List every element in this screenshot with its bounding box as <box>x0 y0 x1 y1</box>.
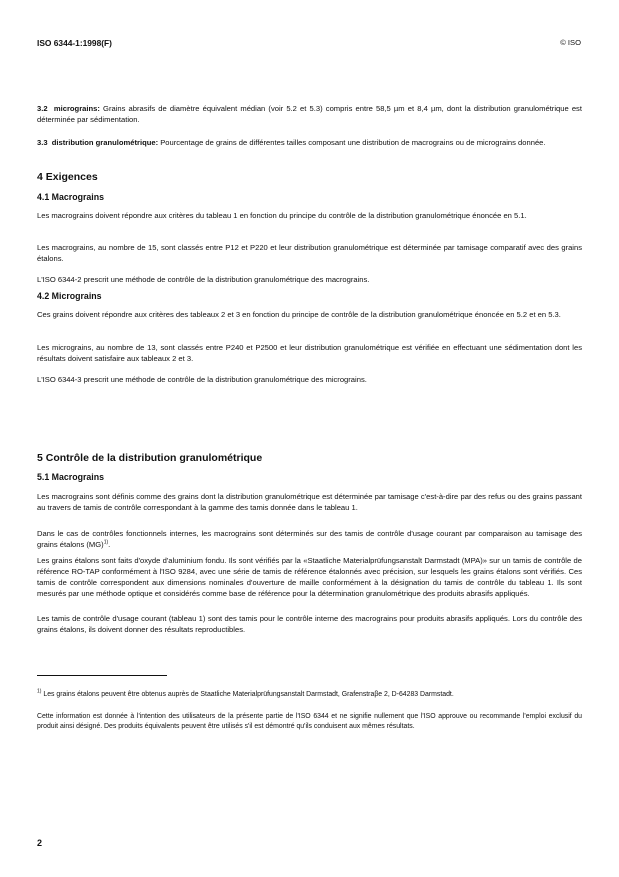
paragraph: Les macrograins doivent répondre aux critères du tableau 1 en fonction du principe du contrôle de la distribution granulométrique énoncée en 5.1. <box>37 211 527 220</box>
footnote-mark: 1) <box>37 688 42 695</box>
def-term: distribution granulométrique: <box>51 138 159 147</box>
section-4-1-heading: 4.1 Macrograins <box>37 192 104 202</box>
def-term: micrograins: <box>53 104 100 113</box>
footnote <box>37 690 582 700</box>
document-id: ISO 6344-1:1998(F) <box>37 38 112 48</box>
paragraph: Les micrograins, au nombre de 13, sont classés entre P240 et P2500 et leur distribution granulométrique est vérifiée en effectuant une sédimentation dont les résultats doivent satisfaire aux tableaux 2 et 3. <box>37 343 582 363</box>
def-num: 3.2 <box>37 104 48 113</box>
paragraph <box>37 529 582 551</box>
def-text: Grains abrasifs de diamètre équivalent médian (voir 5.2 et 5.3) compris entre 58,5 µm et 8,4 µm, dont la distribution granulométrique est déterminée par sédimentation. <box>37 104 582 124</box>
paragraph: Les macrograins, au nombre de 15, sont classés entre P12 et P220 et leur distribution granulométrique est déterminée par tamisage comparatif avec des grains étalons. <box>37 243 582 263</box>
def-num: 3.3 <box>37 138 48 147</box>
paragraph: Les grains étalons sont faits d'oxyde d'aluminium fondu. Ils sont vérifiés par la «Staatliche Materialprüfungsanstalt Darmstadt (MPA)» sur un tamis de contrôle de référence RO-TAP conformément à l'ISO 9284, avec une série de tamis de référence étalonnés avec précision, sur lesquels les grains étalons sont vérifiés. Ces tamis de contrôle correspondent aux dimensions nominales d'ouverture de maille conformément à la désignation du tamis de contrôle du tableau 1. Ils sont mesurés par une méthode optique et considérés comme base de référence pour la détermination granulométrique des produits abrasifs appliqués. <box>37 556 582 598</box>
def-text: Pourcentage de grains de différentes tailles composant une distribution de macrograins ou de micrograins donnée. <box>160 138 546 147</box>
paragraph-text: Dans le cas de contrôles fonctionnels internes, les macrograins sont déterminés sur des tamis de contrôle d'usage courant par comparaison au tamisage des grains étalons (MG) <box>37 529 582 549</box>
section-5-heading: 5 Contrôle de la distribution granulométrique <box>37 452 263 464</box>
footnote-divider <box>37 675 167 676</box>
definition-3-3 <box>37 138 582 149</box>
copyright: © ISO <box>560 38 581 47</box>
definition-3-2 <box>37 104 582 126</box>
paragraph: Les tamis de contrôle d'usage courant (tableau 1) sont des tamis pour le contrôle interne des macrograins pour produits abrasifs appliqués. Lors du contrôle des grains étalons, ils doivent donner des résultats reproductibles. <box>37 614 582 634</box>
paragraph: Ces grains doivent répondre aux critères des tableaux 2 et 3 en fonction du principe de contrôle de la distribution granulométrique énoncée en 5.2 et en 5.3. <box>37 310 561 319</box>
paragraph: L'ISO 6344-3 prescrit une méthode de contrôle de la distribution granulométrique des micrograins. <box>37 375 367 384</box>
section-4-2-heading: 4.2 Micrograins <box>37 291 102 301</box>
footnote-note: Cette information est donnée à l'intention des utilisateurs de la présente partie de l'ISO 6344 et ne signifie nullement que l'ISO approuve ou recommande l'emploi exclusif du produit ainsi désigné. Des produits équivalents peuvent être utilisés s'il est démontré qu'ils conduisent aux mêmes résultats. <box>37 713 582 730</box>
period: . <box>108 539 111 549</box>
footnote-text: Les grains étalons peuvent être obtenus auprès de Staatliche Materialprüfungsanstalt Darmstadt, Grafenstraβe 2, D-64283 Darmstadt. <box>43 691 454 698</box>
section-5-1-heading: 5.1 Macrograins <box>37 472 104 482</box>
paragraph: L'ISO 6344-2 prescrit une méthode de contrôle de la distribution granulométrique des macrograins. <box>37 275 370 284</box>
paragraph: Les macrograins sont définis comme des grains dont la distribution granulométrique est déterminée par tamisage c'est-à-dire par des refus ou des grains passant au travers de tamis de contrôle correspondant à la gamme des tamis donnée dans le tableau 1. <box>37 492 582 512</box>
section-4-heading: 4 Exigences <box>37 171 98 183</box>
page-number: 2 <box>37 838 43 848</box>
footnote-ref[interactable]: 1) <box>103 539 109 546</box>
